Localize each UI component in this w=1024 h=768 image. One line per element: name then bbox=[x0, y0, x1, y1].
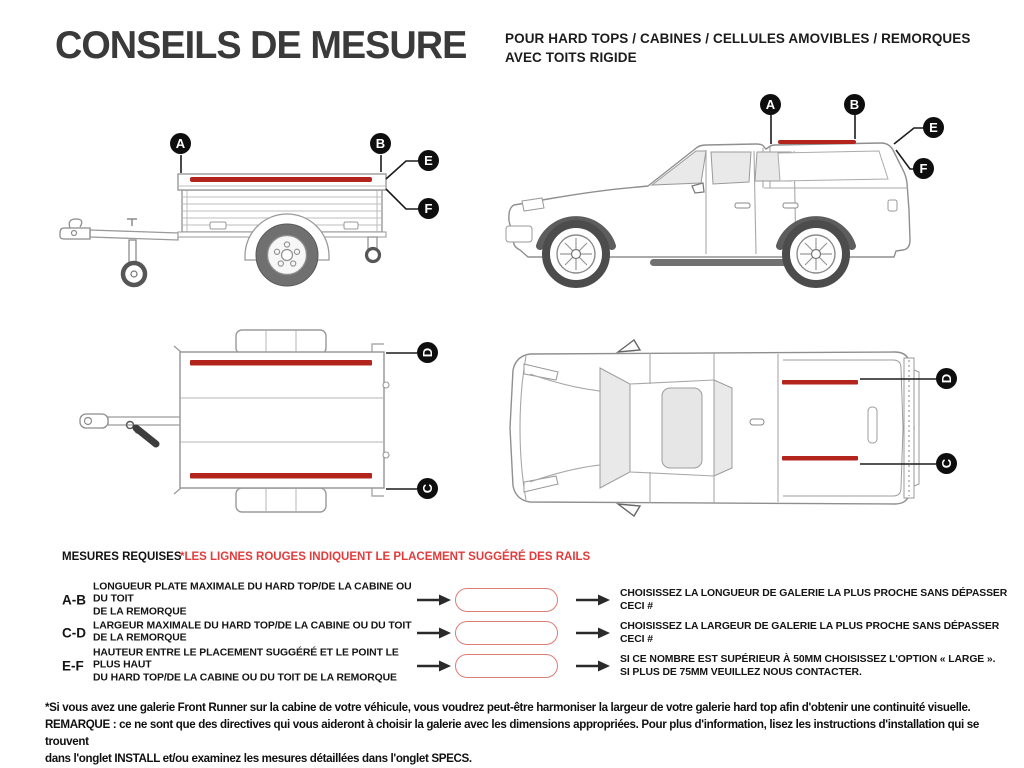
trailer-top-view-diagram bbox=[50, 322, 460, 527]
label-badge-f: F bbox=[418, 198, 439, 219]
arrow-right-icon bbox=[417, 594, 451, 606]
subtitle-line-2: AVEC TOITS RIGIDE bbox=[505, 50, 637, 65]
truck-top-view-drawing bbox=[500, 328, 970, 528]
front-wheel bbox=[546, 224, 606, 284]
measurement-input-field[interactable] bbox=[455, 588, 558, 612]
measure-result: SI CE NOMBRE EST SUPÉRIEUR À 50MM CHOISISSEZ L'OPTION « LARGE ». SI PLUS DE 75MM VEUILLEZ NOUS CONTACTER. bbox=[620, 653, 996, 678]
truck-top-view-diagram bbox=[500, 328, 970, 528]
label-badge-a: A bbox=[760, 94, 781, 115]
arrow-right-icon bbox=[576, 660, 610, 672]
label-badge-a: A bbox=[170, 133, 191, 154]
trailer-side-view-diagram bbox=[50, 98, 460, 313]
label-badge-e: E bbox=[923, 117, 944, 138]
measurement-row-ab bbox=[0, 580, 1024, 617]
label-badge-b: B bbox=[844, 94, 865, 115]
footnote-text: *Si vous avez une galerie Front Runner sur la cabine de votre véhicule, vous voudrez peut-être harmoniser la largeur de votre galerie hard top afin d'obtenir une continuité visuelle. REMARQUE : ce ne sont que des directives qui vous aideront à choisir la galerie avec les dimensions appropriées. Pour plus d'information, lisez les instructions d'installation qui se trouvent dans l'onglet INSTALL et/ou examinez les mesures détaillées dans l'onglet SPECS. bbox=[45, 701, 979, 765]
measurement-row-cd bbox=[0, 616, 1024, 649]
label-badge-d: D bbox=[936, 368, 957, 389]
arrow-right-icon bbox=[417, 660, 451, 672]
label-badge-b: B bbox=[370, 133, 391, 154]
label-badge-c: C bbox=[936, 453, 957, 474]
label-badge-d: D bbox=[417, 342, 438, 363]
page-title: CONSEILS DE MESURE bbox=[55, 24, 467, 67]
measurement-input-field[interactable] bbox=[455, 621, 558, 645]
measurement-row-ef bbox=[0, 646, 1024, 683]
measure-key: C-D bbox=[62, 625, 86, 640]
measurement-input-field[interactable] bbox=[455, 654, 558, 678]
measurements-heading: MESURES REQUISES bbox=[62, 551, 182, 563]
label-badge-c: C bbox=[417, 478, 438, 499]
measure-description: LONGUEUR PLATE MAXIMALE DU HARD TOP/DE LA CABINE OU DU TOIT DE LA REMORQUE bbox=[93, 580, 412, 617]
measure-key: E-F bbox=[62, 658, 84, 673]
measure-result: CHOISISSEZ LA LARGEUR DE GALERIE LA PLUS PROCHE SANS DÉPASSER CECI # bbox=[620, 620, 1000, 645]
suggested-rail-line bbox=[190, 473, 372, 479]
page-subtitle bbox=[505, 29, 971, 67]
trailer-top-view-drawing bbox=[50, 322, 460, 527]
arrow-right-icon bbox=[576, 594, 610, 606]
suggested-rail-line bbox=[782, 456, 858, 461]
measure-key: A-B bbox=[62, 592, 86, 607]
measure-result: CHOISISSEZ LA LONGUEUR DE GALERIE LA PLUS PROCHE SANS DÉPASSER CECI # bbox=[620, 587, 1008, 612]
suggested-rail-line bbox=[782, 380, 858, 385]
suggested-rail-line bbox=[778, 140, 856, 144]
subtitle-line-1: POUR HARD TOPS / CABINES / CELLULES AMOVIBLES / REMORQUES bbox=[505, 31, 971, 46]
red-lines-note: *LES LIGNES ROUGES INDIQUENT LE PLACEMENT SUGGÉRÉ DES RAILS bbox=[180, 551, 591, 563]
trailer-side-view-drawing bbox=[50, 98, 460, 313]
suggested-rail-line bbox=[190, 360, 372, 366]
rear-wheel bbox=[786, 224, 846, 284]
arrow-right-icon bbox=[576, 627, 610, 639]
label-badge-f: F bbox=[913, 158, 934, 179]
measure-description: LARGEUR MAXIMALE DU HARD TOP/DE LA CABINE OU DU TOIT DE LA REMORQUE bbox=[93, 620, 412, 644]
arrow-right-icon bbox=[417, 627, 451, 639]
truck-side-view-diagram bbox=[498, 88, 1018, 303]
suggested-rail-line bbox=[190, 177, 372, 182]
measure-description: HAUTEUR ENTRE LE PLACEMENT SUGGÉRÉ ET LE POINT LE PLUS HAUT DU HARD TOP/DE LA CABINE OU DU TOIT DE LA REMORQUE bbox=[93, 646, 399, 683]
label-badge-e: E bbox=[418, 150, 439, 171]
